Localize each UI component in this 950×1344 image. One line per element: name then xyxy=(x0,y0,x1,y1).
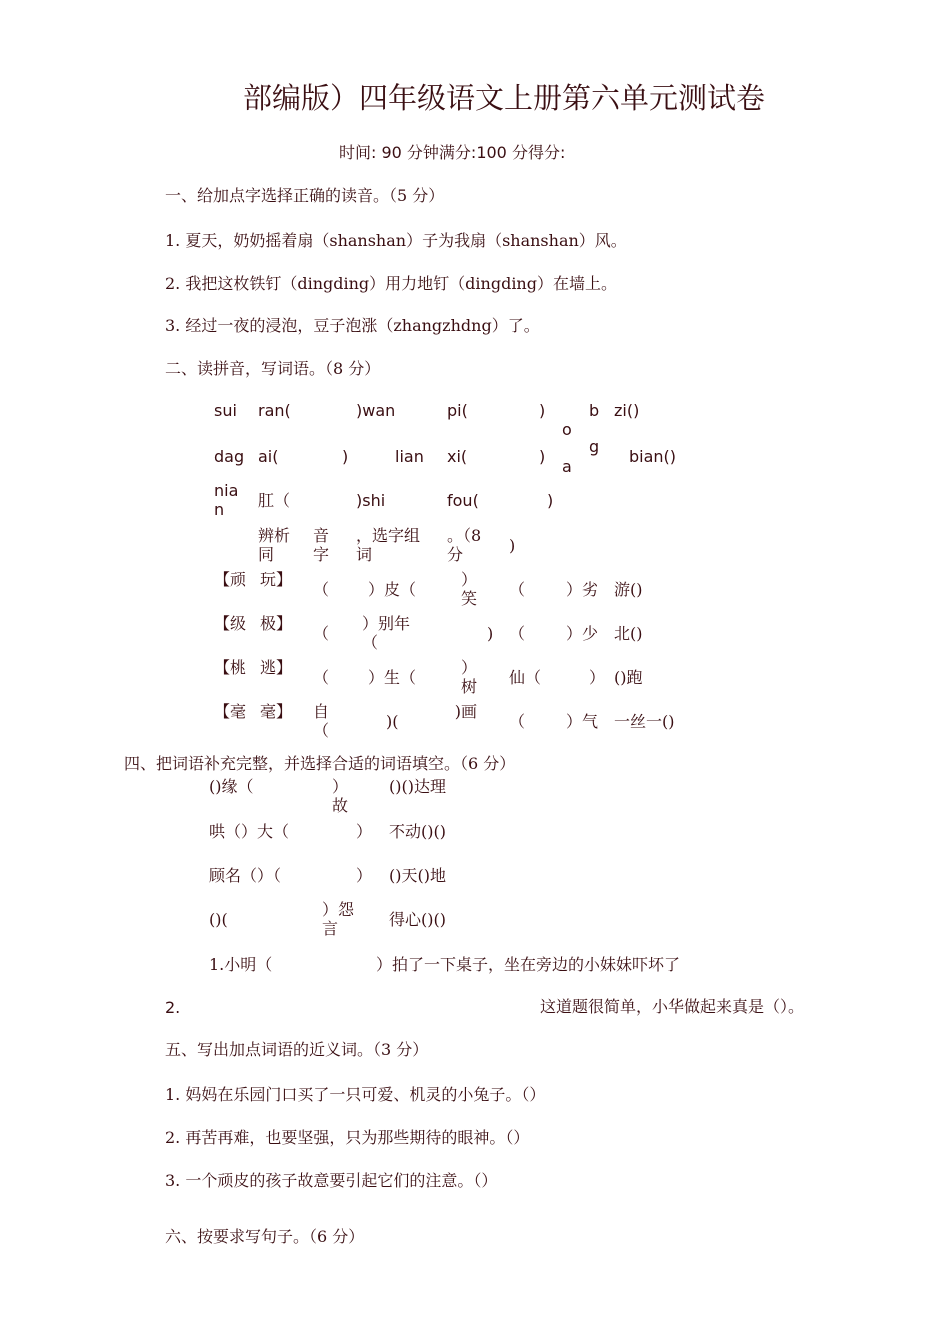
section-3-heading-part: 辨析同 xyxy=(258,526,291,564)
section-4-heading: 四、把词语补充完整，并选择合适的词语填空。（6 分） xyxy=(124,754,516,773)
idiom-blank: 得心()() xyxy=(389,910,446,929)
pinyin-cell: xi( xyxy=(447,447,468,466)
section-2-heading: 二、读拼音，写词语。（8 分） xyxy=(165,359,381,378)
section-6-heading: 六、按要求写句子。（6 分） xyxy=(165,1227,365,1246)
word-blank: ）别年（ xyxy=(362,614,411,652)
clipped-row xyxy=(0,700,950,740)
pinyin-cell: b xyxy=(589,401,600,420)
word-blank: ） xyxy=(589,668,606,687)
word-pair-label: 【毫 xyxy=(214,702,247,721)
word-blank: 北() xyxy=(614,624,643,643)
pinyin-cell: ) xyxy=(342,447,349,466)
pinyin-cell: )shi xyxy=(356,491,386,510)
word-blank: 自（ xyxy=(313,702,330,740)
idiom-blank: 不动()() xyxy=(389,822,446,841)
word-blank: ()跑 xyxy=(614,668,643,687)
word-blank: ）少 xyxy=(566,624,599,643)
word-blank: )( xyxy=(386,712,399,731)
idiom-blank: ()( xyxy=(209,910,228,929)
pinyin-cell: g xyxy=(589,437,600,456)
word-pair-label: 【顽 xyxy=(214,570,247,589)
pinyin-cell: fou( xyxy=(447,491,479,510)
word-pair-label: 【级 xyxy=(214,614,247,633)
idiom-blank: ()天()地 xyxy=(389,866,446,885)
section-5-q1: 1. 妈妈在乐园门口买了一只可爱、机灵的小兔子。（） xyxy=(165,1085,546,1104)
pinyin-cell: ran( xyxy=(258,401,291,420)
pinyin-cell: bian() xyxy=(629,447,677,466)
fill-sentence-1-rest: ）拍了一下桌子，坐在旁边的小妹妹吓坏了 xyxy=(376,955,681,974)
fill-sentence-2-number: 2. xyxy=(165,998,181,1017)
word-blank: ）生（ xyxy=(368,668,417,687)
idiom-blank: ） xyxy=(356,866,373,885)
pinyin-cell: lian xyxy=(395,447,424,466)
pinyin-cell: ) xyxy=(547,491,554,510)
idiom-blank: ()()达理 xyxy=(389,777,446,796)
word-blank: （ xyxy=(313,668,330,687)
word-blank: 游() xyxy=(614,580,643,599)
word-blank: ）笑 xyxy=(460,570,477,608)
pinyin-cell: ) xyxy=(539,447,546,466)
word-pair-label: 逃】 xyxy=(259,658,292,677)
word-blank: ）气 xyxy=(566,712,599,731)
pinyin-cell: nian xyxy=(214,481,239,519)
section-5-q3: 3. 一个顽皮的孩子故意要引起它们的注意。（） xyxy=(165,1171,498,1190)
word-blank: ）劣 xyxy=(566,580,599,599)
word-pair-label: 玩】 xyxy=(259,570,292,589)
word-blank: ）皮（ xyxy=(368,580,417,599)
word-blank: （ xyxy=(509,712,526,731)
section-3-heading-part: ，选字组词 xyxy=(356,526,421,564)
word-blank: （ xyxy=(509,624,526,643)
pinyin-cell: zi() xyxy=(614,401,640,420)
section-1-q2: 2. 我把这枚铁钉（dingding）用力地钉（dingding）在墙上。 xyxy=(165,274,617,293)
word-blank: （ xyxy=(509,580,526,599)
idiom-blank: 顾名（）（ xyxy=(209,866,282,885)
exam-info: 时间: 90 分钟满分:100 分得分: xyxy=(339,143,566,162)
word-blank: ）树 xyxy=(460,658,477,696)
pinyin-cell: sui xyxy=(214,401,237,420)
idiom-blank: 哄（）大（ xyxy=(209,822,290,841)
word-pair-label: 毫】 xyxy=(259,702,292,721)
idiom-blank: ()缘（ xyxy=(209,777,254,796)
idiom-blank: ）怨言 xyxy=(322,900,355,938)
pinyin-cell: a xyxy=(562,457,572,476)
word-blank: ) xyxy=(487,624,494,643)
pinyin-cell: o xyxy=(562,420,572,439)
fill-sentence-1: 1.小明（ xyxy=(209,955,273,974)
idiom-blank: ） xyxy=(356,822,373,841)
section-3-heading-part: ) xyxy=(509,536,516,555)
section-3-heading-part: 音字 xyxy=(313,526,330,564)
section-1-q1: 1. 夏天，奶奶摇着扇（shanshan）子为我扇（shanshan）风。 xyxy=(165,231,627,250)
fill-sentence-2: 这道题很简单，小华做起来真是（）。 xyxy=(540,997,805,1016)
section-1-q3: 3. 经过一夜的浸泡，豆子泡涨（zhangzhdng）了。 xyxy=(165,316,540,335)
word-blank: （ xyxy=(313,624,330,643)
pinyin-cell: ai( xyxy=(258,447,279,466)
pinyin-cell: pi( xyxy=(447,401,468,420)
word-blank: （ xyxy=(313,580,330,599)
word-blank: 仙（ xyxy=(509,668,542,687)
word-blank: 一丝一() xyxy=(614,712,675,731)
idiom-blank: ）故 xyxy=(331,777,348,815)
pinyin-cell: 肛（ xyxy=(258,491,291,510)
section-5-heading: 五、写出加点词语的近义词。（3 分） xyxy=(165,1040,429,1059)
pinyin-cell: )wan xyxy=(356,401,396,420)
word-pair-label: 极】 xyxy=(259,614,292,633)
word-blank: )画 xyxy=(454,702,477,721)
pinyin-cell: ) xyxy=(539,401,546,420)
section-1-heading: 一、给加点字选择正确的读音。（5 分） xyxy=(165,186,445,205)
section-5-q2: 2. 再苦再难，也要坚强，只为那些期待的眼神。（） xyxy=(165,1128,530,1147)
page-title: 部编版）四年级语文上册第六单元测试卷 xyxy=(243,81,766,115)
section-3-heading-part: 。（8分 xyxy=(447,526,482,564)
pinyin-cell: dag xyxy=(214,447,245,466)
word-pair-label: 【桃 xyxy=(214,658,247,677)
